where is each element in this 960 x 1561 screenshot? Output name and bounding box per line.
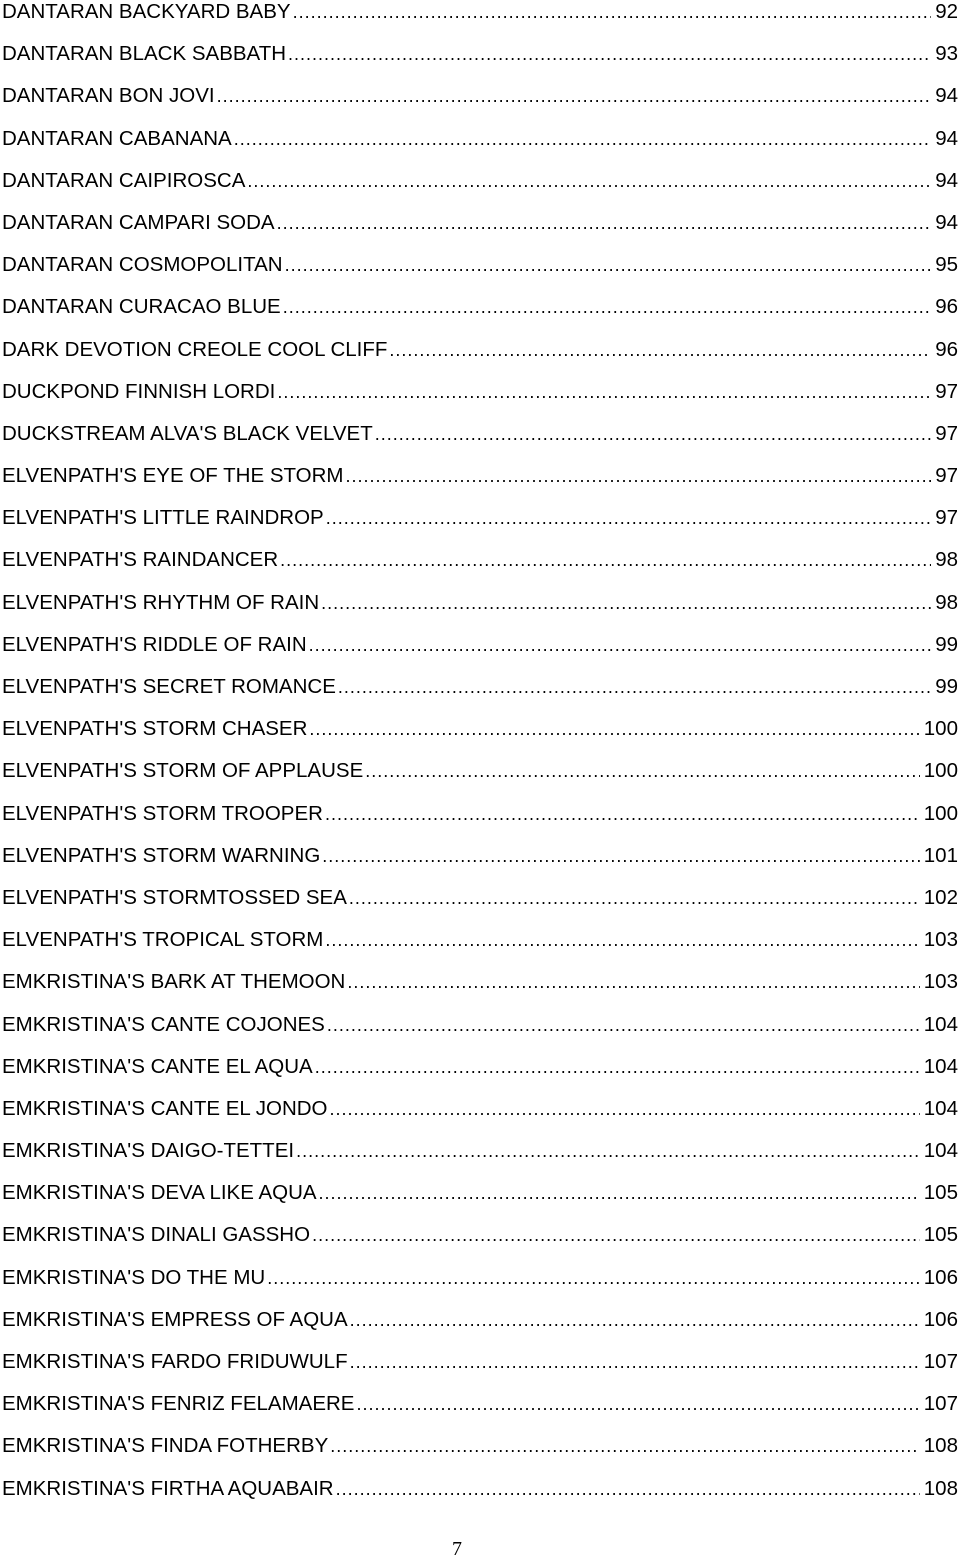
toc-entry-title: ELVENPATH'S RHYTHM OF RAIN (2, 590, 320, 614)
dot-leader (347, 970, 919, 994)
toc-entry-title: ELVENPATH'S RIDDLE OF RAIN (2, 632, 307, 656)
toc-entry-title: ELVENPATH'S RAINDANCER (2, 548, 279, 572)
dot-leader (293, 0, 932, 24)
toc-entry-page: 93 (935, 42, 958, 66)
toc-entry-title: ELVENPATH'S EYE OF THE STORM (2, 464, 344, 488)
toc-entry[interactable] (2, 84, 958, 126)
dot-leader (288, 42, 931, 66)
toc-entry[interactable] (2, 1097, 958, 1139)
toc-entry-title: DARK DEVOTION CREOLE COOL CLIFF (2, 337, 388, 361)
toc-entry[interactable] (2, 295, 958, 337)
toc-entry[interactable] (2, 1223, 958, 1265)
toc-entry-title: ELVENPATH'S TROPICAL STORM (2, 928, 324, 952)
toc-entry-page: 104 (923, 1054, 958, 1078)
toc-entry-page: 100 (923, 759, 958, 783)
dot-leader (356, 1392, 919, 1416)
toc-entry-page: 106 (923, 1307, 958, 1331)
dot-leader (312, 1223, 920, 1247)
dot-leader (389, 338, 931, 362)
toc-entry-title: DUCKPOND FINNISH LORDI (2, 379, 276, 403)
toc-entry[interactable] (2, 548, 958, 590)
toc-entry[interactable] (2, 1181, 958, 1223)
toc-entry-title: EMKRISTINA'S CANTE COJONES (2, 1012, 325, 1036)
dot-leader (325, 928, 919, 952)
dot-leader (319, 1181, 920, 1205)
toc-entry-page: 98 (935, 590, 958, 614)
dot-leader (217, 84, 932, 108)
dot-leader (349, 886, 920, 910)
toc-entry[interactable] (2, 928, 958, 970)
toc-entry[interactable] (2, 633, 958, 675)
dot-leader (247, 169, 931, 193)
toc-entry-title: DANTARAN BON JOVI (2, 84, 215, 108)
toc-entry-page: 94 (935, 210, 958, 234)
toc-entry[interactable] (2, 1266, 958, 1308)
toc-entry-page: 96 (935, 337, 958, 361)
dot-leader (327, 1013, 920, 1037)
toc-entry[interactable] (2, 970, 958, 1012)
toc-entry-title: EMKRISTINA'S DAIGO-TETTEI (2, 1139, 295, 1163)
toc-entry-title: ELVENPATH'S STORMTOSSED SEA (2, 885, 347, 909)
dot-leader (336, 1477, 920, 1501)
toc-entry-title: EMKRISTINA'S DO THE MU (2, 1265, 266, 1289)
toc-entry-page: 94 (935, 168, 958, 192)
toc-entry[interactable] (2, 1392, 958, 1434)
toc-entry-title: DANTARAN CABANANA (2, 126, 232, 150)
toc-entry[interactable] (2, 211, 958, 253)
toc-entry-page: 104 (923, 1139, 958, 1163)
toc-entry-page: 100 (923, 801, 958, 825)
toc-entry-page: 97 (935, 464, 958, 488)
dot-leader (277, 380, 931, 404)
toc-entry-page: 107 (923, 1350, 958, 1373)
toc-entry-page: 97 (935, 379, 958, 403)
toc-entry[interactable] (2, 802, 958, 844)
toc-entry-title: ELVENPATH'S STORM OF APPLAUSE (2, 759, 364, 783)
dot-leader (280, 548, 931, 572)
toc-entry-page: 104 (923, 1012, 958, 1036)
toc-entry-page: 103 (923, 928, 958, 952)
toc-entry-page: 108 (923, 1434, 958, 1458)
toc-entry[interactable] (2, 380, 958, 422)
toc-entry-title: EMKRISTINA'S CANTE EL JONDO (2, 1096, 328, 1120)
toc-entry-page: 97 (935, 421, 958, 445)
toc-entry-page: 94 (935, 84, 958, 108)
dot-leader (315, 1055, 920, 1079)
dot-leader (330, 1097, 920, 1121)
toc-entry-title: EMKRISTINA'S EMPRESS OF AQUA (2, 1307, 348, 1331)
toc-entry-page: 101 (923, 843, 958, 867)
toc-entry[interactable] (2, 717, 958, 759)
toc-entry[interactable] (2, 1139, 958, 1181)
toc-entry[interactable] (2, 464, 958, 506)
toc-entry[interactable] (2, 844, 958, 886)
toc-entry[interactable] (2, 169, 958, 211)
toc-entry[interactable] (2, 506, 958, 548)
page-number: 7 (452, 1538, 462, 1560)
toc-entry-page: 105 (923, 1181, 958, 1205)
toc-entry-title: EMKRISTINA'S CANTE EL AQUA (2, 1054, 313, 1078)
dot-leader (283, 295, 931, 319)
dot-leader (350, 1308, 920, 1332)
dot-leader (277, 211, 932, 235)
dot-leader (309, 633, 932, 657)
table-of-contents (2, 0, 958, 1519)
toc-entry[interactable] (2, 422, 958, 464)
toc-entry-page: 105 (923, 1223, 958, 1247)
toc-entry-title: EMKRISTINA'S DEVA LIKE AQUA (2, 1181, 317, 1205)
toc-entry-page: 99 (935, 632, 958, 656)
toc-entry-page: 106 (923, 1265, 958, 1289)
toc-entry-title: EMKRISTINA'S FINDA FOTHERBY (2, 1434, 329, 1458)
toc-entry[interactable] (2, 1308, 958, 1350)
dot-leader (285, 253, 932, 277)
dot-leader (326, 506, 931, 530)
toc-entry[interactable] (2, 591, 958, 633)
toc-entry-title: EMKRISTINA'S BARK AT THEMOON (2, 970, 346, 994)
toc-entry-title: DANTARAN CAMPARI SODA (2, 210, 275, 234)
toc-entry-page: 108 (923, 1476, 958, 1500)
toc-entry[interactable] (2, 0, 958, 42)
toc-entry-page: 97 (935, 506, 958, 530)
dot-leader (234, 127, 931, 151)
toc-entry[interactable] (2, 42, 958, 84)
dot-leader (350, 1350, 920, 1374)
toc-entry-title: ELVENPATH'S LITTLE RAINDROP (2, 506, 324, 530)
dot-leader (345, 464, 931, 488)
dot-leader (309, 717, 919, 741)
toc-entry-title: EMKRISTINA'S FENRIZ FELAMAERE (2, 1392, 355, 1416)
toc-entry-title: EMKRISTINA'S FARDO FRIDUWULF (2, 1350, 348, 1373)
toc-entry-page: 92 (935, 0, 958, 23)
toc-entry-page: 102 (923, 885, 958, 909)
toc-entry[interactable] (2, 1013, 958, 1055)
toc-entry[interactable] (2, 1350, 958, 1392)
toc-entry[interactable] (2, 338, 958, 380)
dot-leader (325, 802, 920, 826)
toc-entry-page: 99 (935, 675, 958, 698)
dot-leader (330, 1434, 920, 1458)
dot-leader (321, 591, 931, 615)
toc-entry-title: ELVENPATH'S STORM WARNING (2, 843, 321, 867)
toc-entry[interactable] (2, 1434, 958, 1476)
toc-entry-page: 103 (923, 970, 958, 994)
dot-leader (375, 422, 931, 446)
toc-entry-title: DANTARAN COSMOPOLITAN (2, 253, 283, 277)
toc-entry-page: 95 (935, 253, 958, 277)
toc-entry-page: 96 (935, 295, 958, 319)
toc-entry-page: 104 (923, 1096, 958, 1120)
toc-entry-title: ELVENPATH'S SECRET ROMANCE (2, 675, 336, 698)
toc-entry[interactable] (2, 253, 958, 295)
toc-entry[interactable] (2, 127, 958, 169)
toc-entry-title: ELVENPATH'S STORM CHASER (2, 717, 308, 741)
toc-entry[interactable] (2, 759, 958, 801)
toc-entry[interactable] (2, 1477, 958, 1519)
toc-entry-title: DUCKSTREAM ALVA'S BLACK VELVET (2, 421, 373, 445)
toc-entry-title: DANTARAN BACKYARD BABY (2, 0, 291, 23)
toc-entry-title: DANTARAN CURACAO BLUE (2, 295, 281, 319)
toc-entry-title: EMKRISTINA'S DINALI GASSHO (2, 1223, 311, 1247)
toc-entry-page: 107 (923, 1392, 958, 1416)
toc-entry-title: ELVENPATH'S STORM TROOPER (2, 801, 323, 825)
dot-leader (338, 675, 931, 699)
toc-entry-title: DANTARAN BLACK SABBATH (2, 42, 287, 66)
dot-leader (296, 1139, 920, 1163)
dot-leader (365, 759, 920, 783)
dot-leader (322, 844, 920, 868)
toc-entry-title: EMKRISTINA'S FIRTHA AQUABAIR (2, 1476, 334, 1500)
dot-leader (267, 1266, 920, 1290)
toc-entry[interactable] (2, 1055, 958, 1097)
toc-entry-title: DANTARAN CAIPIROSCA (2, 168, 246, 192)
toc-entry[interactable] (2, 675, 958, 717)
toc-entry-page: 94 (935, 126, 958, 150)
toc-entry-page: 98 (935, 548, 958, 572)
toc-entry-page: 100 (923, 717, 958, 741)
toc-entry[interactable] (2, 886, 958, 928)
